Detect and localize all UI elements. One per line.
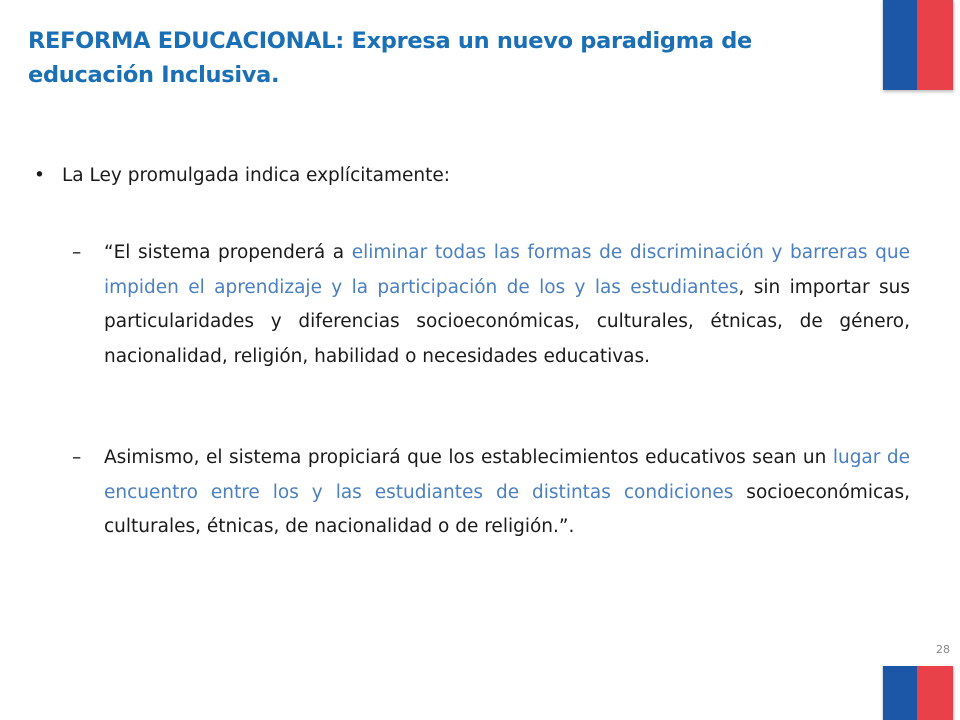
bullet-marker: • xyxy=(34,165,45,186)
text-segment: socioeconómicas, culturales, étnicas, de nacionalidad o de religión.”. xyxy=(104,481,910,537)
text-segment: “El sistema propenderá a xyxy=(104,242,352,263)
flag-red-stripe xyxy=(917,0,953,90)
text-segment: , sin importar sus particularidades y diferencias socioeconómicas, culturales, étnicas, de género, nacionalidad, religión, habilidad o necesidades educativas. xyxy=(104,276,910,367)
text-segment: Asimismo, el sistema propiciará que los establecimientos educativos sean un xyxy=(104,447,833,468)
highlighted-text-segment: eliminar todas las formas de discriminación y barreras que impiden el aprendizaje y la participación de los y las estudiantes xyxy=(104,242,910,298)
sub-item-marker: – xyxy=(72,447,82,468)
sub-item-paragraph xyxy=(104,236,910,374)
page-number: 28 xyxy=(936,643,950,656)
sub-item-paragraph xyxy=(104,441,910,545)
flag-red-stripe xyxy=(917,666,953,720)
slide-title: REFORMA EDUCACIONAL: Expresa un nuevo paradigma de educación Inclusiva. xyxy=(28,28,753,88)
flag-blue-stripe xyxy=(883,0,917,90)
highlighted-text-segment: lugar de encuentro entre los y las estudiantes de distintas condiciones xyxy=(104,447,910,503)
flag-blue-stripe xyxy=(883,666,917,720)
bullet-text: La Ley promulgada indica explícitamente: xyxy=(62,165,450,186)
chile-flag-decoration-top xyxy=(882,0,953,90)
sub-item-marker: – xyxy=(72,242,82,263)
chile-flag-decoration-bottom xyxy=(882,666,953,720)
